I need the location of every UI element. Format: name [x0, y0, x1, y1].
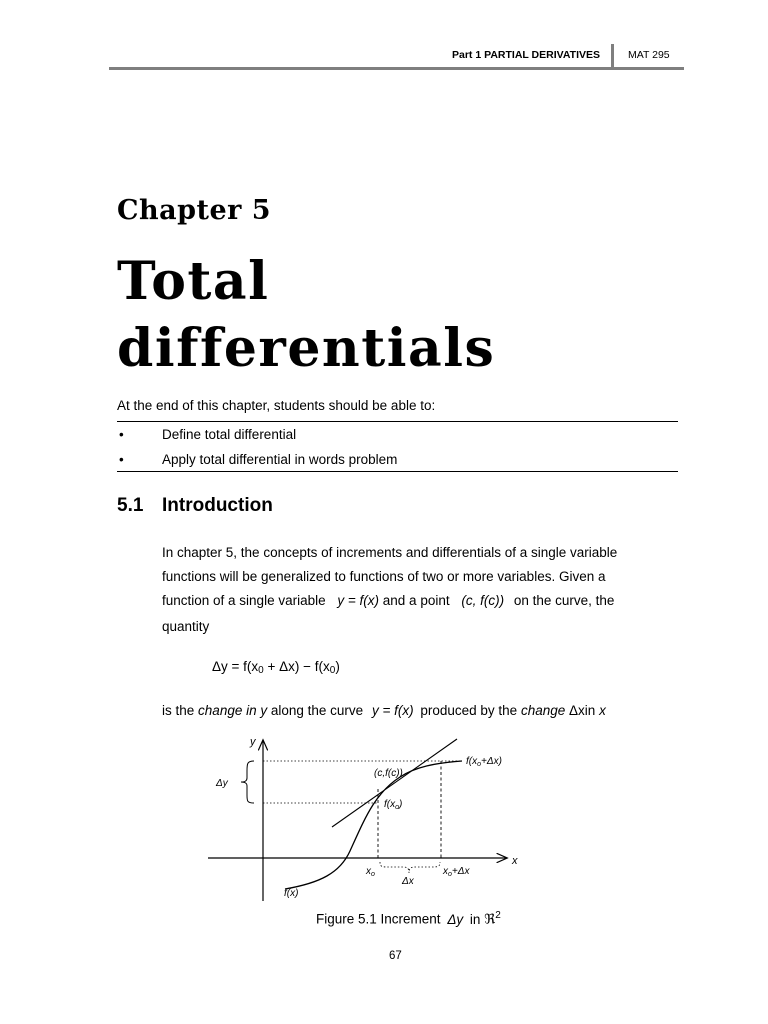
equation-subscript: 0 — [258, 665, 264, 676]
body-text: and a point — [382, 593, 450, 608]
math-point: (c, f(c)) — [461, 593, 505, 608]
body-emphasis: change — [520, 703, 566, 718]
x-axis-label: x — [512, 855, 518, 867]
label-part: +Δx) — [481, 756, 502, 767]
equation-subscript: 0 — [329, 665, 336, 676]
equation-delta-y — [212, 659, 340, 676]
x0-dx-label — [442, 866, 470, 878]
equation-part: + Δx) − f(x — [263, 659, 330, 674]
header-course-code: MAT 295 — [628, 49, 670, 61]
bullet: • — [119, 452, 124, 467]
caption-math: Δy — [447, 911, 464, 927]
delta-y-brace — [241, 761, 254, 803]
function-curve — [285, 761, 462, 889]
body-emphasis: change in y — [198, 703, 268, 718]
delta-x-label: Δx — [402, 876, 414, 887]
caption-text: Figure 5.1 Increment — [316, 911, 441, 927]
body-text: is the — [162, 703, 195, 718]
point-c-label: (c,f(c)) — [374, 768, 403, 779]
label-part: f(x — [466, 756, 478, 767]
caption-math: ℜ — [484, 911, 496, 927]
chapter-title — [117, 248, 495, 382]
tangent-line — [332, 739, 457, 827]
label-subscript: o — [371, 871, 375, 878]
body-text: along the curve — [270, 703, 364, 718]
objectives-rule-bottom — [117, 471, 678, 472]
objective-item — [117, 447, 678, 472]
body-line-1: In chapter 5, the concepts of increments and differentials of a single variable — [162, 545, 618, 560]
body-line-4: quantity — [162, 619, 210, 634]
bullet: • — [119, 427, 124, 442]
math-delta-x: Δx — [569, 703, 585, 718]
label-subscript: o — [448, 871, 452, 878]
increment-figure — [200, 733, 530, 908]
math-expression: y = f(x) — [337, 593, 380, 608]
objective-text: Define total differential — [162, 427, 297, 442]
curve-label: f(x) — [284, 888, 299, 899]
objectives-list — [117, 422, 678, 472]
header-part-title: Part 1 PARTIAL DERIVATIVES — [452, 49, 600, 61]
label-part: +Δx — [451, 866, 470, 877]
body-line-5 — [162, 703, 606, 718]
body-line-3 — [162, 593, 614, 608]
section-number: 5.1 — [117, 495, 144, 516]
objective-item — [117, 422, 678, 447]
figure-caption — [316, 910, 501, 928]
chapter-title-line2: differentials — [117, 318, 496, 379]
x0-label — [365, 866, 375, 878]
body-text: function of a single variable — [162, 593, 326, 608]
objectives-intro: At the end of this chapter, students should be able to: — [117, 398, 436, 413]
page-number: 67 — [389, 950, 402, 962]
body-text: in — [584, 703, 596, 718]
label-subscript: o — [395, 804, 400, 811]
section-title: Introduction — [162, 495, 273, 516]
label-part: ) — [399, 799, 403, 810]
math-variable: x — [599, 703, 606, 718]
label-part: f(x — [384, 799, 396, 810]
body-text: produced by the — [420, 703, 518, 718]
objective-text: Apply total differential in words problem — [162, 452, 398, 467]
chapter-title-line1: Total — [117, 251, 270, 312]
header-rule — [109, 67, 684, 70]
delta-x-brace — [380, 862, 440, 873]
f-x0-label — [384, 799, 402, 811]
caption-text: in — [469, 911, 481, 927]
f-x0-dx-label — [466, 756, 502, 768]
label-part: x — [366, 866, 371, 877]
math-expression: y = f(x) — [371, 703, 414, 718]
equation-part: ) — [335, 659, 340, 674]
y-axis-label: y — [250, 736, 256, 748]
delta-y-label: Δy — [216, 778, 228, 789]
caption-superscript: 2 — [495, 910, 501, 921]
equation-part: Δy = f(x — [212, 659, 259, 674]
body-text: on the curve, the — [513, 593, 615, 608]
label-subscript: o — [477, 761, 482, 768]
body-line-2: functions will be generalized to functions of two or more variables. Given a — [162, 569, 606, 584]
chapter-label: Chapter 5 — [117, 195, 272, 226]
label-part: x — [443, 866, 448, 877]
